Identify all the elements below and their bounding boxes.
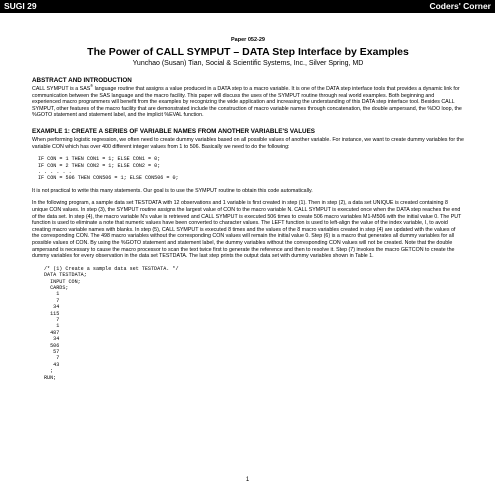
code-line: 43: [44, 361, 60, 368]
code-line: 34: [44, 304, 60, 311]
code-line: 7: [44, 297, 60, 304]
code-line: ;: [44, 368, 54, 375]
code-line: DATA TESTDATA;: [44, 272, 87, 279]
registered-mark: ®: [90, 84, 94, 89]
example1-program-paragraph: In the following program, a sample data set TESTDATA with 12 observations and 1 variable is first created in step (1). Then in step (2), a data set UNIQUE is created containing 8 unique CON values. In step (3), the SYMPUT routine assigns the largest value of CON to the macro variable N. CALL SYMPUT is executed once when the DATA step reaches the end of the data set. In step (4), the macro variable N's value is retrieved and CALL SYMPUT is executed 506 times to create 506 macro variables M1-M506 with the initial value 0. The PUT function is used to eliminate a note that numeric values have been converted to character values. The LEFT function is used to left-align the value of the index variable, I, to avoid creating macro variable names with blanks. In step (5), CALL SYMPUT is executed 8 times and the values of the 8 macro variables created in step (4) are updated with the values of the corresponding CON. The 498 macro variables without the corresponding CON values will remain the initial value 0. Step (6) is a macro that generates all dummy variables for all possible values of CON. By using the %GOTO statement and statement label, the dummy variables without the corresponding CON values will not be created. Note that the double ampersand is necessary to cause the macro processor to scan the text twice first to generate the reference and then to resolve it. Step (7) invokes the macro GETCON to create the dummy variables for every observation in the data set TESTDATA. The last step prints the output data set with dummy variables shown in Table 1.: [32, 200, 462, 260]
section-label: Coders' Corner: [429, 1, 491, 11]
code-line: . . . . . .: [38, 168, 72, 175]
abstract-paragraph: [32, 86, 464, 119]
abstract-text-start: CALL SYMPUT is a SAS: [32, 86, 91, 92]
code-block-testdata: [44, 266, 464, 381]
code-line: 487: [44, 329, 60, 336]
example1-heading: EXAMPLE 1: CREATE A SERIES OF VARIABLE NAMES FROM ANOTHER VARIABLE'S VALUES: [32, 127, 316, 135]
code-line: IF CON = 1 THEN CON1 = 1; ELSE CON1 = 0;: [38, 156, 161, 163]
paper-title: The Power of CALL SYMPUT – DATA Step Interface by Examples: [87, 46, 409, 58]
paper-body: [32, 36, 464, 387]
code-line: 34: [44, 336, 60, 343]
code-line: 506: [44, 342, 60, 349]
example1-goal-paragraph: It is not practical to write this many statements. Our goal is to use the SYMPUT routine to obtain this code automatically.: [32, 187, 313, 194]
paper-number: Paper 052-29: [231, 37, 265, 43]
page-number: 1: [245, 477, 250, 483]
running-header: [0, 0, 495, 13]
abstract-heading: ABSTRACT AND INTRODUCTION: [32, 77, 132, 84]
code-line: CARDS;: [44, 284, 69, 291]
code-line: 115: [44, 310, 60, 317]
example1-intro-paragraph: When performing logistic regression, we often need to create dummy variables based on all possible values of another variable. For instance, we want to create dummy variables for the variable CON which has over 400 different integer values from 1 to 506. Basically we need to do the following:: [32, 136, 464, 150]
code-line: 7: [44, 355, 60, 362]
code-line: 1: [44, 291, 60, 298]
conference-label: SUGI 29: [4, 1, 37, 11]
code-line: 57: [44, 349, 60, 355]
code-line: /* (1) Create a sample data set TESTDATA. */: [44, 265, 179, 272]
code-line: IF CON = 2 THEN CON2 = 1; ELSE CON2 = 0;: [38, 162, 161, 169]
code-line: IF CON = 506 THEN CON506 = 1; ELSE CON506 = 0;: [38, 175, 179, 182]
author-line: Yunchao (Susan) Tian, Social & Scientific Systems, Inc., Silver Spring, MD: [132, 60, 364, 67]
code-line: INPUT CON;: [44, 278, 81, 285]
code-line: 7: [44, 316, 60, 323]
code-block-dummy-statements: [38, 156, 464, 182]
abstract-text-rest: language routine that assigns a value produced in a DATA step to a macro variable. It is one of the DATA step interface tools that provides a dynamic link for communication between the SAS language and the macro facility. This paper will discuss the uses of the SYMPUT routine through real world examples. Both beginning and experienced macro programmers will benefit from the examples by recognizing the wide application and increasing the understanding of this DATA step interface tool. Besides CALL SYMPUT, other features of the macro facility that are demonstrated include the construction of macro variable names through concatenation, the double ampersand, the %DO loop, the %GOTO statement and statement label, and the implicit %EVAL function.: [32, 86, 462, 119]
code-line: 1: [44, 323, 60, 330]
code-line: RUN;: [44, 374, 57, 381]
